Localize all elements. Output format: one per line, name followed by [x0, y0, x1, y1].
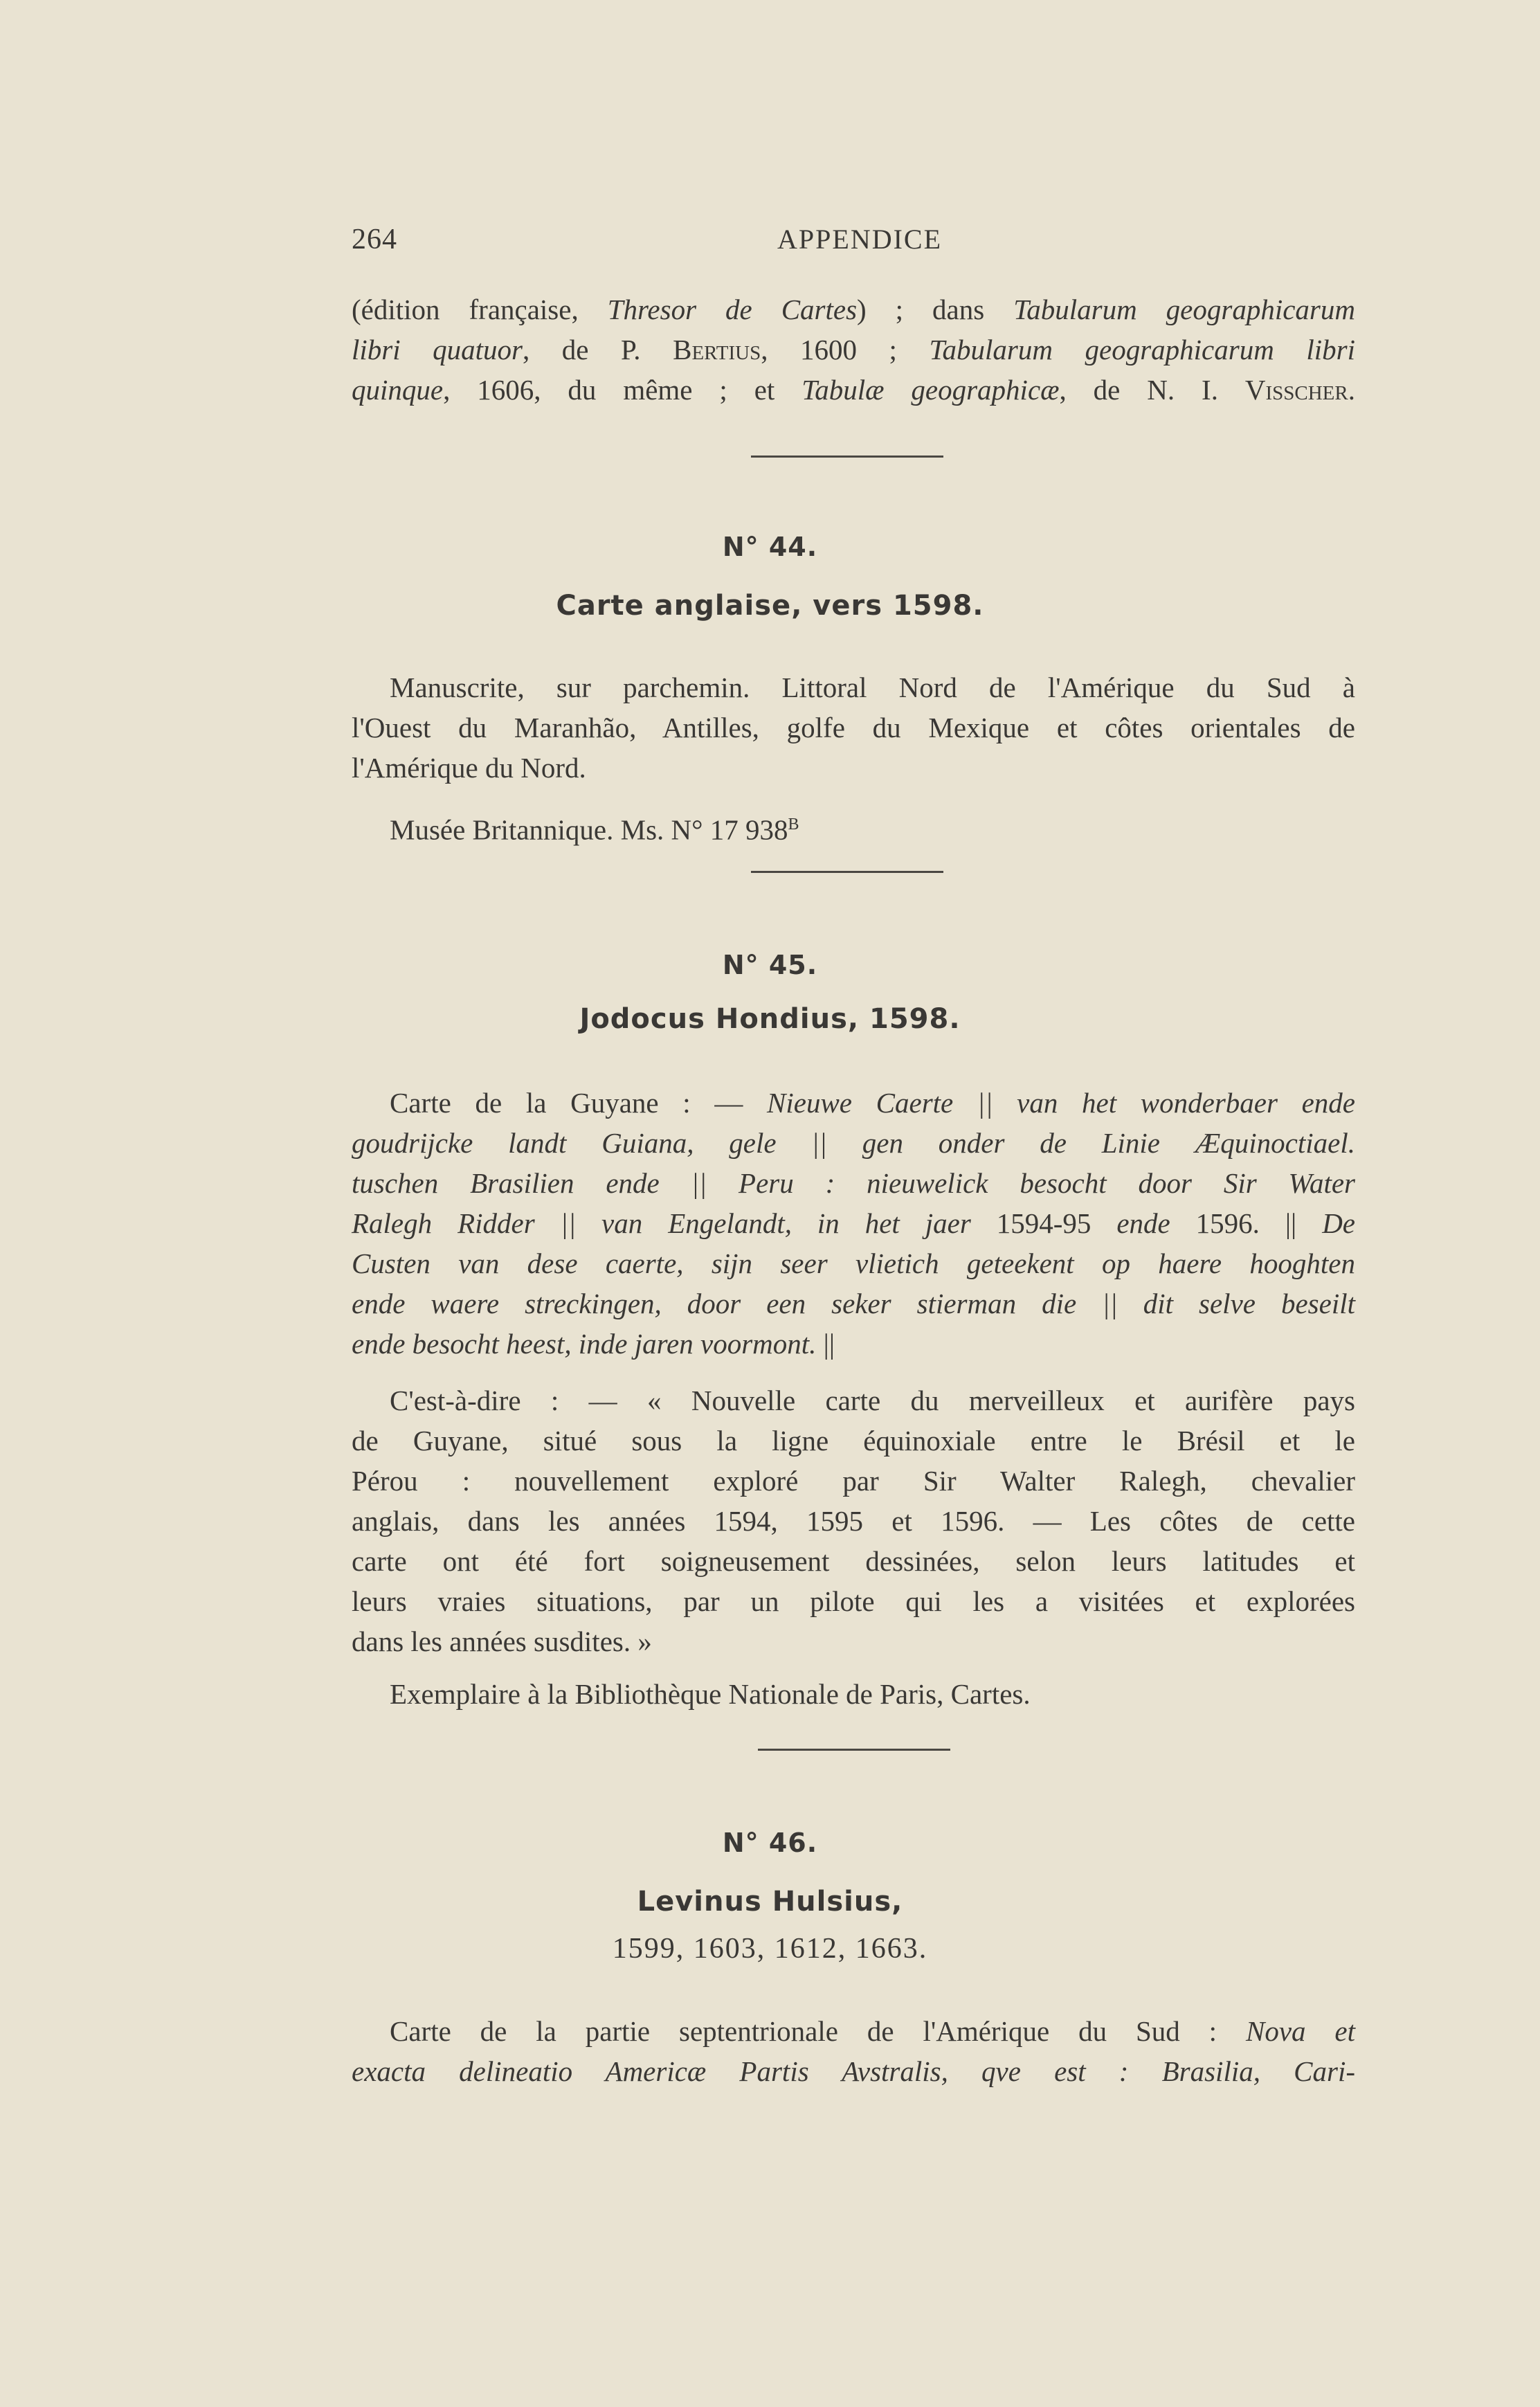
entry-44-description — [352, 667, 1355, 788]
entry-45-dutch-title — [352, 1083, 1355, 1364]
entry-45-location-line: Exemplaire à la Bibliothèque Nationale de Paris, Cartes. — [390, 1678, 1031, 1710]
entry-45-p2-line-3: Pérou : nouvellement exploré par Sir Walter Ralegh, chevalier — [352, 1465, 1355, 1497]
entry-44-desc-line-1: Manuscrite, sur parchemin. Littoral Nord de l'Amérique du Sud à — [390, 671, 1355, 703]
running-head — [352, 223, 1355, 264]
entry-45-p2-line-1: C'est-à-dire : — « Nouvelle carte du merveilleux et aurifère pays — [390, 1385, 1355, 1416]
page-number: 264 — [352, 224, 397, 255]
entry-46-p1-line-2: exacta delineatio Americæ Partis Avstralis, qve est : Brasilia, Cari- — [352, 2055, 1355, 2087]
entry-46-dates: 1599, 1603, 1612, 1663. — [612, 1933, 928, 1965]
entry-44-desc-line-2: l'Ouest du Maranhão, Antilles, golfe du Mexique et côtes orientales de — [352, 712, 1355, 743]
entry-45-p1-line-3: tuschen Brasilien ende || Peru : nieuwelick besocht door Sir Water — [352, 1167, 1355, 1199]
entry-45-p1-line-5: Custen van dese caerte, sijn seer vlietich geteekent op haere hooghten — [352, 1247, 1355, 1279]
intro-paragraph — [352, 289, 1355, 410]
entry-45-p2-line-4: anglais, dans les années 1594, 1595 et 1596. — Les côtes de cette — [352, 1505, 1355, 1537]
entry-45-p2-line-6: leurs vraies situations, par un pilote qui les a visitées et explorées — [352, 1585, 1355, 1617]
running-title: APPENDICE — [777, 224, 943, 255]
entry-46-title: Levinus Hulsius, — [637, 1886, 903, 1918]
section-divider — [751, 456, 943, 458]
entry-45-location — [352, 1674, 1355, 1714]
entry-45-title: Jodocus Hondius, 1598. — [579, 1003, 961, 1035]
entry-44-number: N° 44. — [722, 532, 818, 562]
intro-line-1: (édition française, Thresor de Cartes) ; dans Tabularum geographicarum — [352, 294, 1355, 325]
section-divider — [758, 1749, 950, 1751]
entry-45-p1-line-6: ende waere streckingen, door een seker stierman die || dit selve beseilt — [352, 1288, 1355, 1319]
entry-45-translation — [352, 1380, 1355, 1661]
entry-45-p2-line-5: carte ont été fort soigneusement dessinées, selon leurs latitudes et — [352, 1545, 1355, 1577]
entry-44-location-line: Musée Britannique. Ms. N° 17 $938^B$ — [390, 813, 799, 846]
intro-line-2: libri quatuor, de P. Bertius, 1600 ; Tabularum geographicarum libri — [352, 334, 1355, 366]
entry-44-title: Carte anglaise, vers 1598. — [556, 590, 984, 622]
entry-44-location — [352, 804, 1355, 850]
entry-45-p2-line-2: de Guyane, situé sous la ligne équinoxiale entre le Brésil et le — [352, 1425, 1355, 1457]
entry-46-number: N° 46. — [722, 1828, 818, 1858]
entry-45-p1-line-4: Ralegh Ridder || van Engelandt, in het jaer 1594-95 ende 1596. || De — [352, 1207, 1355, 1239]
entry-45-p1-line-2: goudrijcke landt Guiana, gele || gen onder de Linie Æquinoctiael. — [352, 1127, 1355, 1159]
entry-46-p1-line-1: Carte de la partie septentrionale de l'Amérique du Sud : Nova et — [390, 2015, 1355, 2047]
entry-44-desc-line-3: l'Amérique du Nord. — [352, 752, 586, 784]
entry-45-number: N° 45. — [722, 950, 818, 980]
entry-45-p1-line-7: ende besocht heest, inde jaren voormont. || — [352, 1328, 835, 1360]
intro-line-3: quinque, 1606, du même ; et Tabulæ geographicæ, de N. I. Visscher. — [352, 374, 1355, 406]
entry-46-description — [352, 2011, 1355, 2091]
section-divider — [751, 871, 943, 873]
entry-45-p2-line-7: dans les années susdites. » — [352, 1625, 652, 1657]
entry-45-p1-line-1: Carte de la Guyane : — Nieuwe Caerte || van het wonderbaer ende — [390, 1087, 1356, 1119]
